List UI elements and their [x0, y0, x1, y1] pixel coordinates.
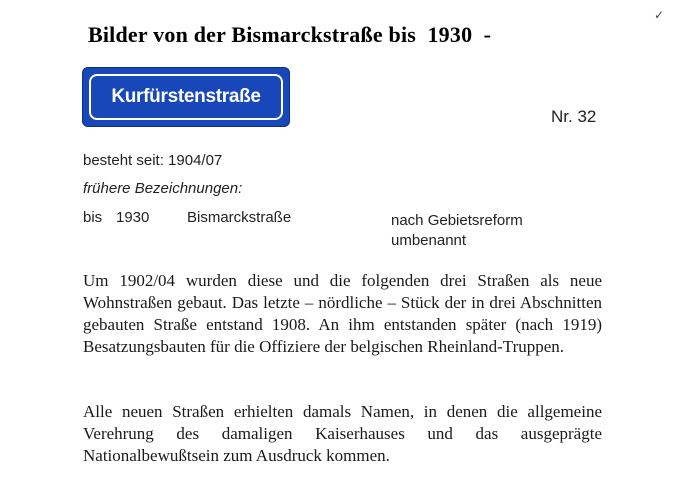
former-year: 1930 [116, 209, 150, 226]
check-mark-icon: ✓ [654, 8, 665, 22]
street-sign [83, 68, 289, 126]
paragraph-naming: Alle neuen Straßen erhielten damals Namen, in denen die allgemeine Verehrung des damaligen Kaiserhauses und das ausgeprägte Nationalbewußtsein zum Ausdruck kommen. [83, 402, 602, 465]
exists-since: besteht seit: 1904/07 [83, 152, 223, 169]
former-name: Bismarckstraße [187, 209, 292, 226]
page-title: Bilder von der Bismarckstraße bis 1930 - [88, 22, 492, 47]
former-names-label: frühere Bezeichnungen: [83, 180, 243, 197]
street-sign-name: Kurfürstenstraße [111, 86, 261, 107]
renamed-note-line1: nach Gebietsreform [391, 212, 523, 229]
renamed-note-line2: umbenannt [391, 232, 467, 249]
paragraph-history: Um 1902/04 wurden diese und die folgenden drei Straßen als neue Wohnstraßen gebaut. Das letzte – nördliche – Stück der in drei Abschnitten gebauten Straße entstand 1908. An ihm entstanden später (nach 1919) Besatzungsbauten für die Offiziere der belgischen Rheinland-Truppen. [83, 271, 602, 356]
street-sign-border [89, 74, 283, 120]
former-until-label: bis [83, 209, 103, 226]
document-number: Nr. 32 [551, 107, 597, 126]
